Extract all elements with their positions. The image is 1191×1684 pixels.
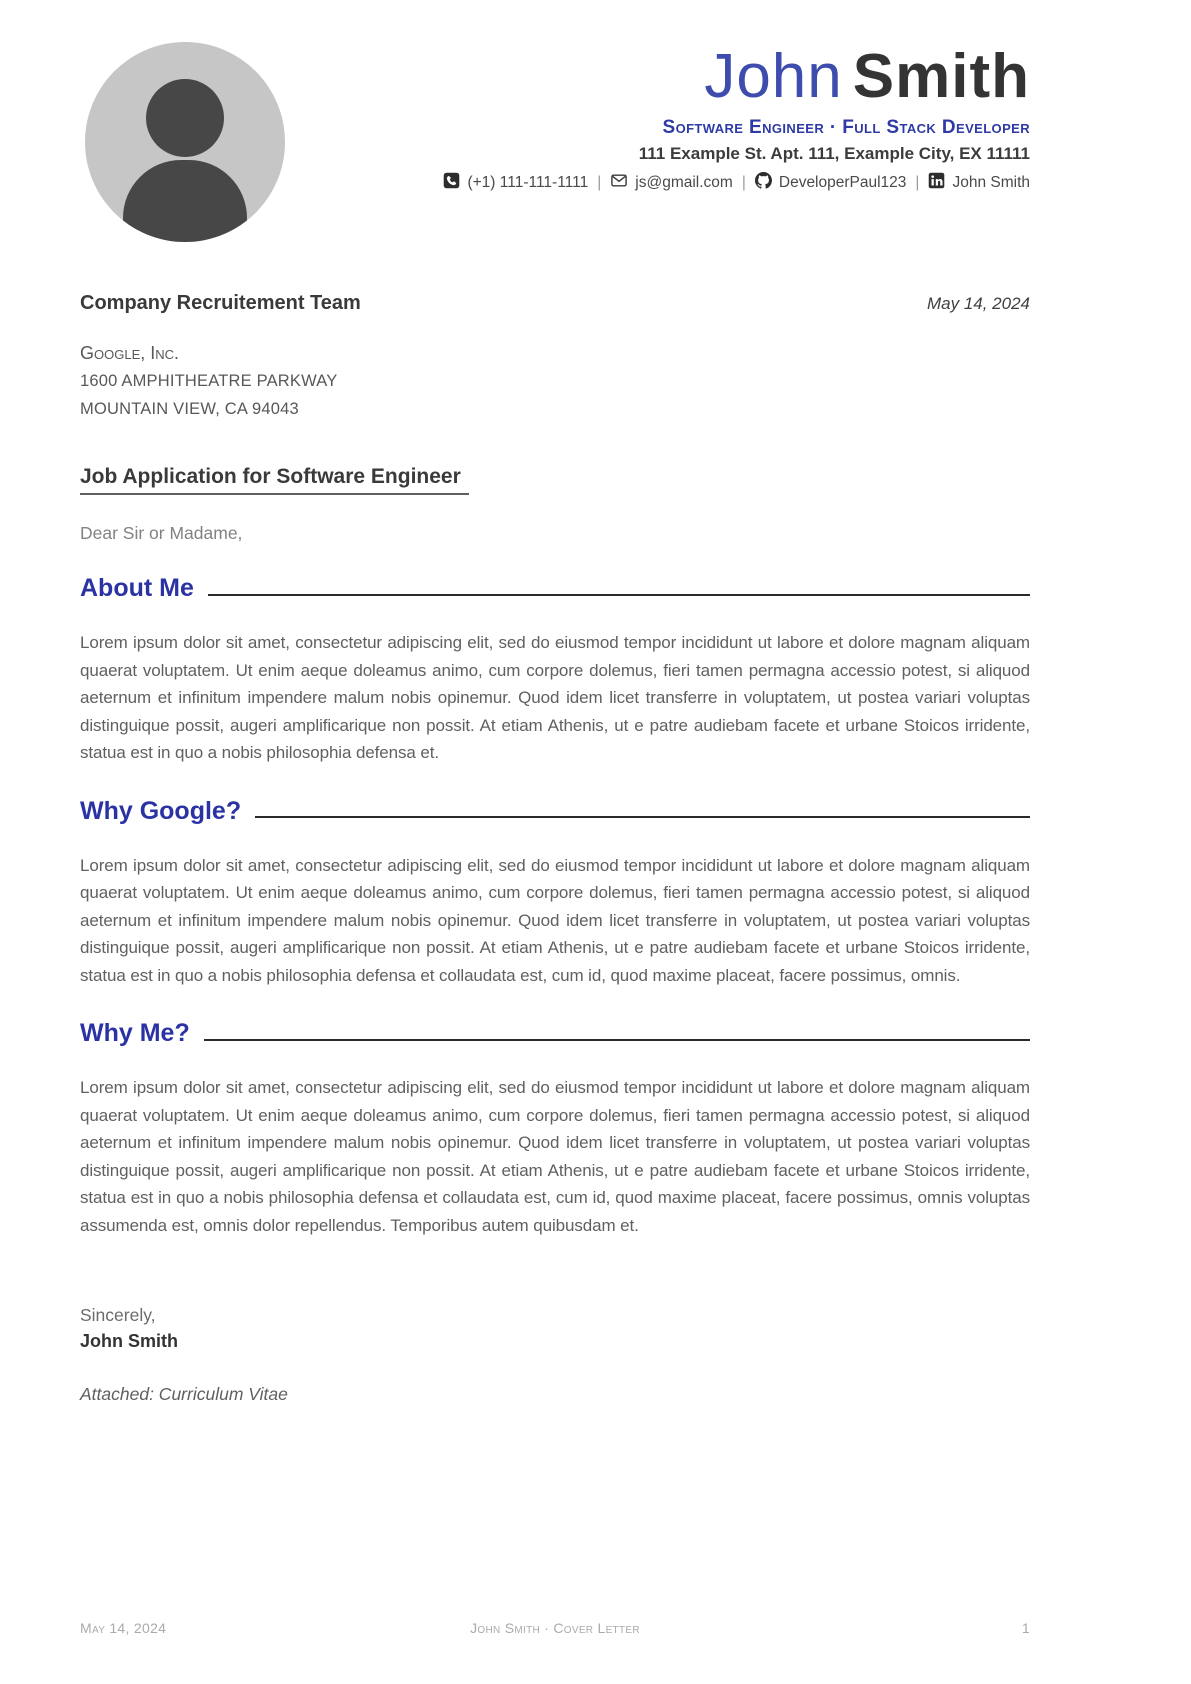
linkedin-name[interactable]: John Smith [952,174,1030,192]
avatar-head-shape [146,79,224,157]
first-name: John [704,42,843,111]
section-rule [208,594,1030,596]
attachment-note: Attached: Curriculum Vitae [80,1384,288,1404]
linkedin-icon [928,172,945,194]
last-name: Smith [852,42,1030,111]
position-subtitle: Software Engineer · Full Stack Developer [662,117,1030,139]
section-body-about-me: Lorem ipsum dolor sit amet, consectetur adipiscing elit, sed do eiusmod tempor incididunt ut labore et dolore magnam aliquam quaerat voluptatem. Ut enim aeque doleamus animo, cum corpore dolemus, fieri tamen permagna accessio potest, si aliquod aeternum et infinitum impendere malum nobis opinemur. Quod idem licet transferre in voluptatem, ut postea variari voluptas distinguique possit, augeri amplificarique non possit. At etiam Athenis, ut e patre audiebam facete et urbane Stoicos irridente, statua est in quo a nobis philosophia defensa et. [80,633,1030,762]
phone-number[interactable]: (+1) 111-111-1111 [467,174,589,192]
avatar [85,42,285,242]
letter-date: May 14, 2024 [926,294,1030,313]
header [80,42,1030,242]
section-header-why-me [80,1019,1030,1048]
section-rule [204,1039,1030,1041]
envelope-icon [610,172,628,194]
full-name [285,44,1030,109]
recipient-company: Google, Inc. [80,343,180,363]
contact-separator: | [915,174,920,192]
greeting: Dear Sir or Madame, [80,523,243,543]
github-icon [755,172,772,194]
footer-document-title: John Smith · Cover Letter [470,1620,640,1636]
recipient-address-line-1: 1600 AMPHITHEATRE PARKWAY [80,372,338,390]
contact-separator: | [741,174,746,192]
page-footer [80,1620,1030,1636]
section-title: About Me [80,574,194,602]
contact-row [285,172,1030,194]
email-address[interactable]: js@gmail.com [635,174,733,192]
phone-square-icon [443,172,460,194]
section-body-why-google: Lorem ipsum dolor sit amet, consectetur adipiscing elit, sed do eiusmod tempor incididunt ut labore et dolore magnam aliquam quaerat voluptatem. Ut enim aeque doleamus animo, cum corpore dolemus, fieri tamen permagna accessio potest, si aliquod aeternum et infinitum impendere malum nobis opinemur. Quod idem licet transferre in voluptatem, ut postea variari voluptas distinguique possit, augeri amplificarique non possit. At etiam Athenis, ut e patre audiebam facete et urbane Stoicos irridente, statua est in quo a nobis philosophia defensa et collaudata est, cum id, quod maxime placeat, facere possimus, omnis. [80,855,1030,985]
street-address: 111 Example St. Apt. 111, Example City, EX 11111 [638,144,1030,164]
header-identity [285,42,1030,194]
recipient-team: Company Recruitement Team [80,292,361,314]
contact-separator: | [597,174,602,192]
closing-signature: John Smith [80,1331,178,1351]
closing-salutation: Sincerely, [80,1305,156,1325]
section-header-why-google [80,797,1030,826]
recipient-row [80,292,1030,315]
section-title: Why Google? [80,796,242,825]
closing [80,1305,1030,1405]
job-application-title: Job Application for Software Engineer [80,465,469,495]
footer-date: May 14, 2024 [80,1620,167,1636]
github-username[interactable]: DeveloperPaul123 [778,174,907,192]
section-title: Why Me? [80,1019,190,1047]
recipient-address-block [80,339,1030,423]
footer-page-number: 1 [1021,1620,1030,1636]
section-header-about-me [80,574,1030,603]
section-body-why-me: Lorem ipsum dolor sit amet, consectetur adipiscing elit, sed do eiusmod tempor incididunt ut labore et dolore magnam aliquam quaerat voluptatem. Ut enim aeque doleamus animo, cum corpore dolemus, fieri tamen permagna accessio potest, si aliquod aeternum et infinitum impendere malum nobis opinemur. Quod idem licet transferre in voluptatem, ut postea variari voluptas distinguique possit, augeri amplificarique non possit. At etiam Athenis, ut e patre audiebam facete et urbane Stoicos irridente, statua est in quo a nobis philosophia defensa et collaudata est, cum id, quod maxime placeat, facere possimus, omnis voluptas assumenda est, omnis dolor repellendus. Temporibus autem quibusdam et. [80,1078,1030,1235]
section-rule [255,816,1030,818]
avatar-torso-shape [123,160,247,242]
recipient-address-line-2: MOUNTAIN VIEW, CA 94043 [80,400,299,418]
